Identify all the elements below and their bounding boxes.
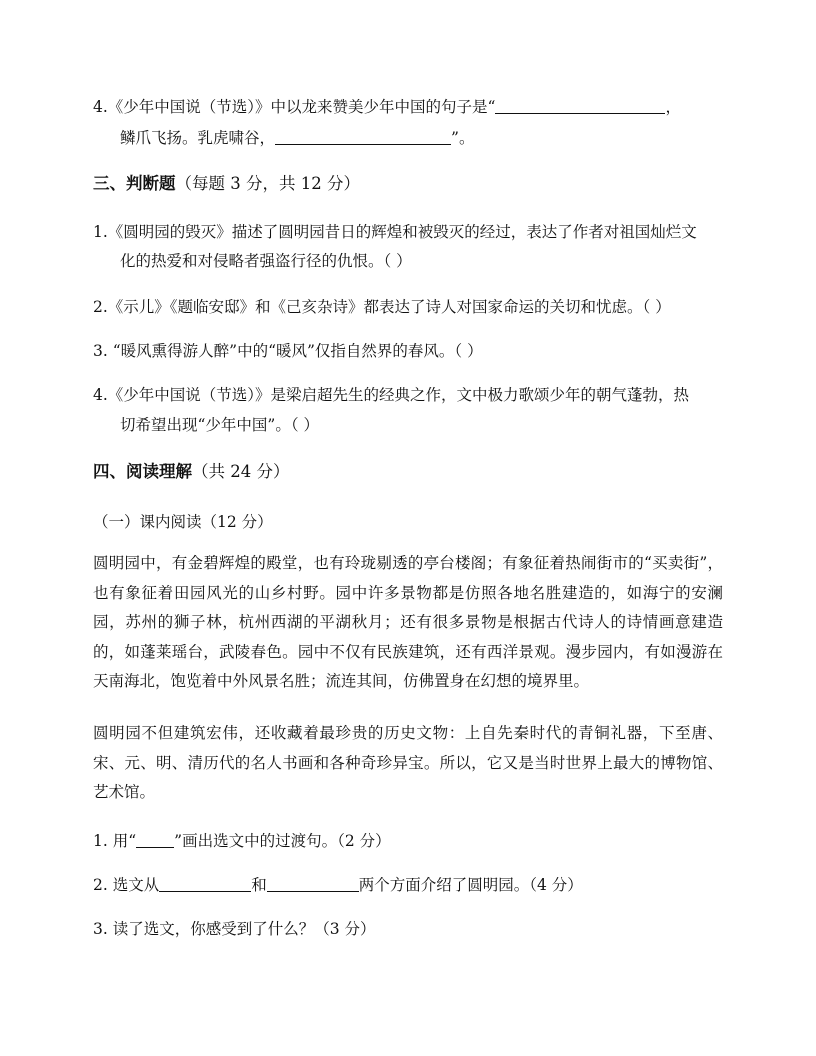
reading-q2-text-a: 2. 选文从 [93,876,160,894]
reading-section-heading [93,462,290,482]
answer-blank[interactable] [275,129,451,145]
passage-paragraph-1: 圆明园中，有金碧辉煌的殿堂，也有玲珑剔透的亭台楼阁；有象征着热闹街市的“买卖街”，也有象征着田园风光的山乡村野。园中许多景物都是仿照各地名胜建造的，如海宁的安澜园，苏州的狮子林，杭州西湖的平湖秋月；还有很多景物是根据古代诗人的诗情画意建造的，如蓬莱瑶台，武陵春色。园中不仅有民族建筑，还有西洋景观。漫步园内，有如漫游在天南海北，饱览着中外风景名胜；流连其间，仿佛置身在幻想的境界里。 [93,554,723,690]
answer-blank[interactable] [495,98,665,114]
judge-section-heading [93,174,360,194]
passage-paragraph-2: 圆明园不但建筑宏伟，还收藏着最珍贵的历史文物：上自先秦时代的青铜礼器，下至唐、宋、元、明、清历代的名人书画和各种奇珍异宝。所以，它又是当时世界上最大的博物馆、艺术馆。 [93,724,723,801]
judge-q2: 2.《示儿》《题临安邸》和《己亥杂诗》都表达了诗人对国家命运的关切和忧虑。（ ） [93,298,671,316]
judge-q1-line2: 化的热爱和对侵略者强盗行径的仇恨。（ ） [120,252,412,270]
reading-q2-text-c: 两个方面介绍了圆明园。（4 分） [358,876,583,894]
section-score: （每题 3 分，共 12 分） [175,174,360,193]
reading-sub-title: （一）课内阅读（12 分） [93,513,273,531]
fill-q4-text-c: 鳞爪飞扬。乳虎啸谷， [120,129,276,147]
answer-blank[interactable] [159,876,251,892]
answer-blank[interactable] [136,832,174,848]
reading-q2-text-b: 和 [251,876,267,894]
fill-q4-text-b: ， [665,98,681,116]
reading-q2 [93,875,583,895]
section-title: 三、判断题 [93,174,176,193]
fill-q4-line1 [93,97,681,117]
fill-q4-text-d: ”。 [451,129,475,147]
reading-q1 [93,831,391,851]
judge-q4-line1: 4.《少年中国说（节选）》是梁启超先生的经典之作，文中极力歌颂少年的朝气蓬勃，热 [93,386,690,404]
judge-q1-line1: 1.《圆明园的毁灭》描述了圆明园昔日的辉煌和被毁灭的经过，表达了作者对祖国灿烂文 [93,223,697,241]
answer-blank[interactable] [267,876,359,892]
section-score: （共 24 分） [192,462,290,481]
fill-q4-text-a: 4.《少年中国说（节选）》中以龙来赞美少年中国的句子是“ [93,98,496,116]
reading-q1-text-a: 1. 用“ [93,832,137,850]
section-title: 四、阅读理解 [93,462,192,481]
judge-q4-line2: 切希望出现“少年中国”。（ ） [120,416,320,434]
reading-q1-text-b: ”画出选文中的过渡句。（2 分） [174,832,391,850]
judge-q3: 3. “暖风熏得游人醉”中的“暖风”仅指自然界的春风。（ ） [93,342,483,360]
reading-q3: 3. 读了选文，你感受到了什么？（3 分） [93,920,376,938]
fill-q4-line2 [120,128,474,148]
